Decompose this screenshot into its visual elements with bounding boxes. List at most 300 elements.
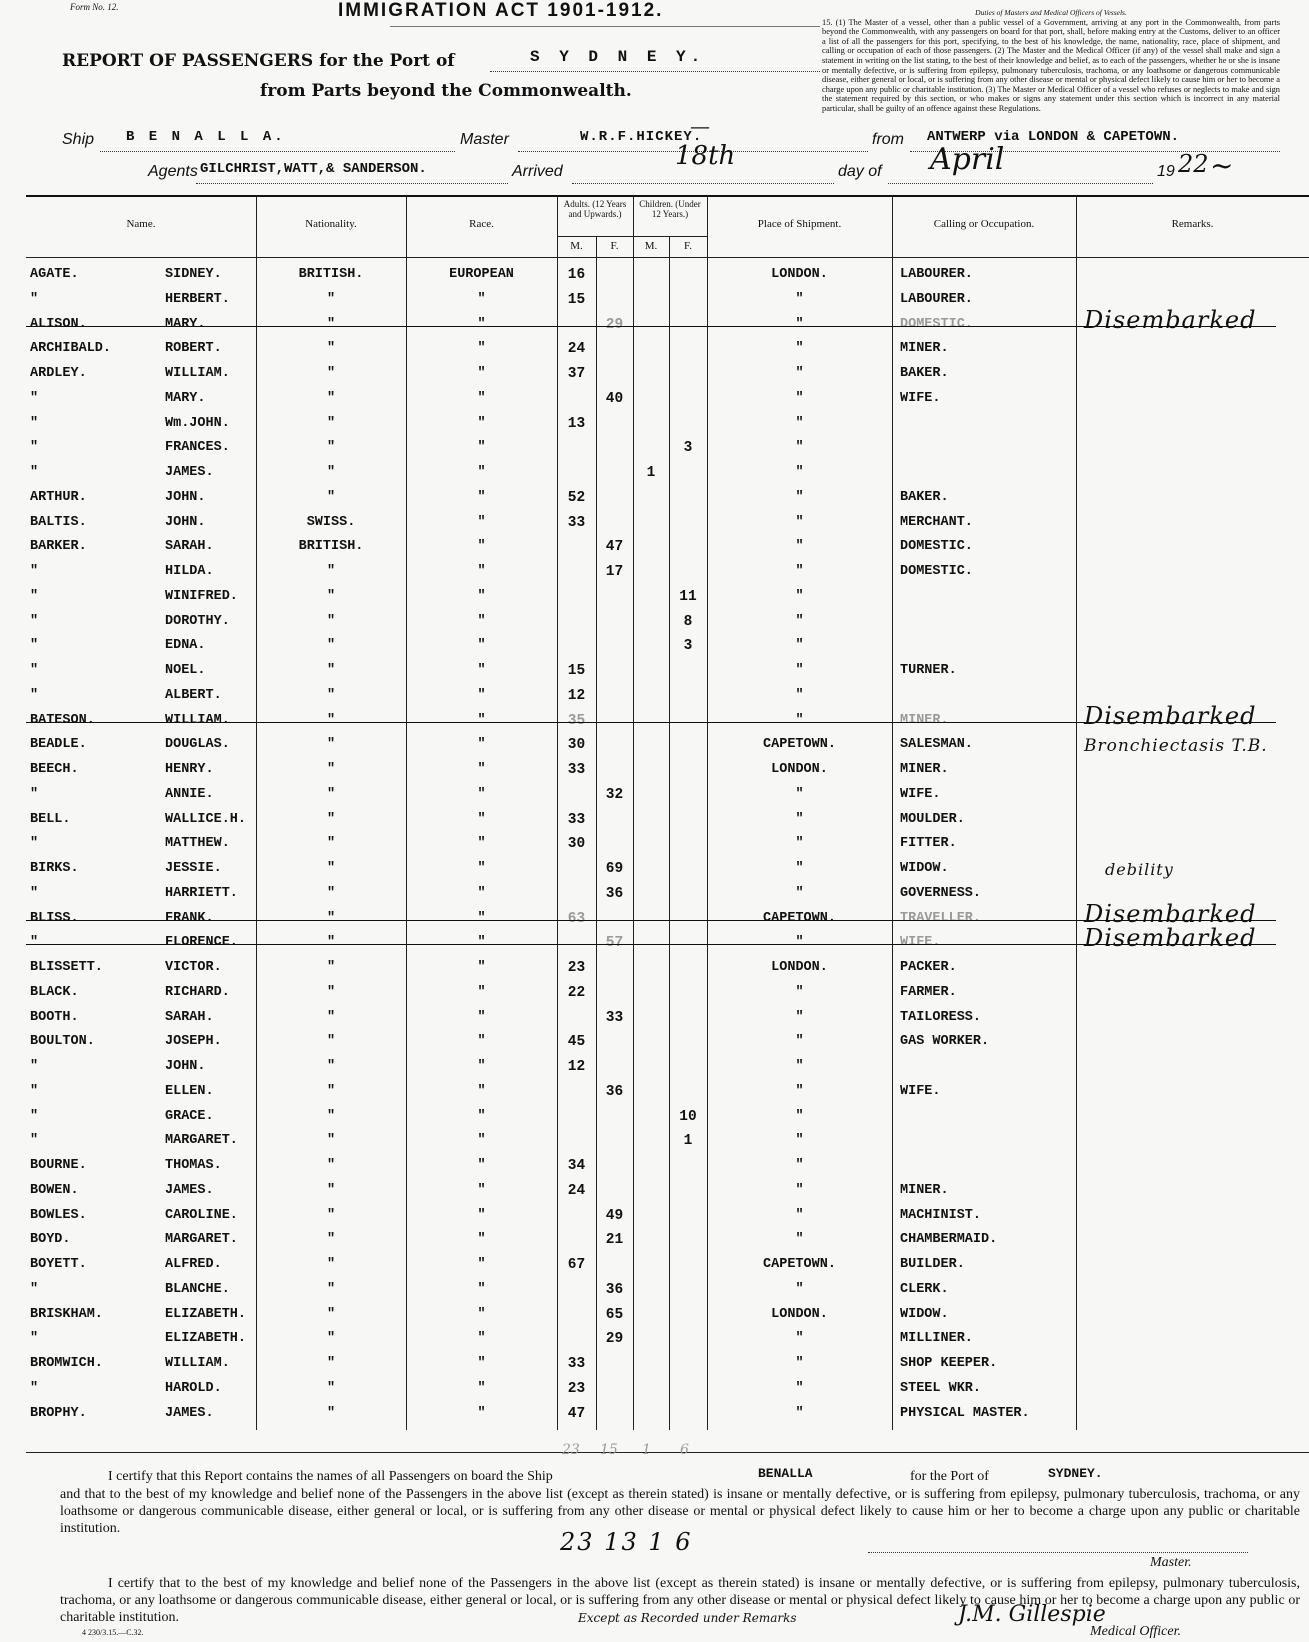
passenger-given-name: ANNIE. — [165, 786, 214, 802]
passenger-race: " — [477, 762, 486, 777]
passenger-race: " — [477, 663, 486, 678]
passenger-given-name: WILLIAM. — [165, 1356, 230, 1371]
passenger-place-of-shipment: " — [795, 613, 804, 629]
passenger-child-male: 1 — [646, 465, 656, 481]
passenger-adult-female: 65 — [605, 1306, 624, 1323]
passenger-place-of-shipment: " — [795, 1182, 804, 1198]
passenger-surname: BOYETT. — [30, 1257, 87, 1272]
passenger-given-name: ROBERT. — [165, 341, 222, 357]
report-port-line — [490, 71, 820, 72]
passenger-place-of-shipment: " — [795, 1083, 804, 1099]
master-signature-label: Master. — [1150, 1555, 1192, 1570]
total-child-m: 1 — [642, 1442, 651, 1458]
passenger-surname: BELL. — [30, 811, 71, 827]
title-rule — [390, 26, 820, 27]
passenger-adult-male: 67 — [567, 1257, 586, 1273]
passenger-surname: " — [30, 885, 39, 901]
passenger-nationality: " — [326, 811, 336, 827]
passenger-race: " — [477, 1158, 486, 1173]
passenger-child-female: 8 — [683, 613, 693, 630]
passenger-given-name: EDNA. — [165, 638, 206, 654]
passenger-given-name: NOEL. — [165, 663, 206, 678]
passenger-given-name: FLORENCE. — [165, 935, 238, 951]
col-header-occupation: Calling or Occupation. — [933, 218, 1035, 230]
passenger-occupation: MACHINIST. — [900, 1207, 982, 1223]
col-header-race: Race. — [469, 218, 494, 230]
passenger-nationality: " — [326, 564, 336, 579]
passenger-surname: ARTHUR. — [30, 489, 87, 505]
passenger-given-name: JOHN. — [165, 514, 206, 530]
regulations-text: 15. (1) The Master of a vessel, other than a public vessel of a Government, arriving at any port in the Commonwealth, from parts beyond the Commonwealth, with any passengers on board for that port, shall, before making entry at the Customs, deliver to an officer a list of all the passengers for this port, specifying, to the best of his knowledge, the name, nationality, race, place of shipment, and calling or occupation of each of those passengers. (2) The Master and the Medical Officer (if any) of the vessel shall make and sign a statement in writing on the list stating, to the best of their knowledge and belief, as to each of the passengers, whether he or she is insane or mentally defective, or is suffering from epilepsy, pulmonary tuberculosis, trachoma, or any loathsome or dangerous communicable disease, either general or local, or is suffering from any other disease or mental or physical defect likely to cause him or her to become a charge upon any public or charitable institution. (3) The Master or Medical Officer of a vessel who refuses or neglects to make and sign the statement required by this section, or who makes or signs any statement under this section which is incorrect in any material particular, shall be guilty of an offence against these Regulations. — [822, 17, 1280, 113]
master-scribble: — — [690, 114, 710, 138]
passenger-nationality: " — [326, 291, 336, 307]
passenger-adult-female: 17 — [605, 564, 624, 580]
passenger-surname: BOULTON. — [30, 1034, 95, 1050]
col-header-adults: Adults. (12 Years and Upwards.) — [563, 199, 627, 219]
passenger-nationality: " — [326, 1083, 336, 1099]
passenger-adult-male: 15 — [567, 663, 586, 679]
passenger-surname: BOWLES. — [30, 1207, 87, 1223]
passenger-given-name: WILLIAM. — [165, 712, 230, 728]
passenger-race: " — [477, 712, 486, 728]
passenger-adult-female: 29 — [605, 316, 624, 333]
passenger-race: " — [477, 687, 486, 703]
passenger-occupation: PHYSICAL MASTER. — [900, 1405, 1030, 1421]
passenger-race: " — [477, 984, 486, 1000]
passenger-nationality: " — [326, 1182, 336, 1198]
passenger-nationality: " — [326, 489, 336, 505]
passenger-adult-male: 13 — [567, 415, 586, 432]
passenger-adult-male: 33 — [567, 1356, 586, 1372]
passenger-occupation: TAILORESS. — [900, 1009, 982, 1025]
passenger-given-name: RICHARD. — [165, 984, 230, 1000]
passenger-given-name: SIDNEY. — [165, 267, 222, 282]
passenger-race: " — [477, 1356, 486, 1371]
passenger-place-of-shipment: " — [795, 1356, 804, 1371]
passenger-race: " — [477, 1034, 486, 1050]
passenger-place-of-shipment: " — [795, 1232, 804, 1248]
passenger-surname: " — [30, 291, 39, 307]
passenger-surname: " — [30, 1331, 39, 1347]
table-top-rule — [26, 195, 1309, 197]
day-of-label: day of — [838, 163, 882, 180]
passenger-occupation: LABOURER. — [900, 267, 973, 282]
master-signature-line — [868, 1552, 1248, 1553]
passenger-surname: BARKER. — [30, 539, 87, 555]
passenger-place-of-shipment: " — [795, 885, 804, 901]
passenger-occupation: SALESMAN. — [900, 737, 973, 753]
passenger-surname: BOWEN. — [30, 1182, 79, 1198]
passenger-given-name: JAMES. — [165, 465, 214, 480]
passenger-given-name: BLANCHE. — [165, 1281, 230, 1297]
passenger-given-name: DOUGLAS. — [165, 737, 230, 753]
passenger-occupation: SHOP KEEPER. — [900, 1356, 998, 1371]
passenger-race: " — [477, 390, 486, 406]
passenger-adult-female: 47 — [605, 539, 624, 556]
passenger-race: " — [477, 885, 486, 901]
passenger-place-of-shipment: " — [795, 1059, 804, 1074]
handwritten-totals: 23 13 1 6 — [560, 1528, 693, 1556]
passenger-adult-male: 45 — [567, 1034, 586, 1051]
passenger-place-of-shipment: " — [795, 786, 804, 802]
col-header-shipment: Place of Shipment. — [757, 218, 842, 230]
passenger-place-of-shipment: " — [795, 440, 804, 456]
passenger-place-of-shipment: " — [795, 1133, 804, 1149]
arrived-label: Arrived — [512, 163, 563, 180]
passenger-surname: BLISSETT. — [30, 960, 103, 975]
arrived-month: April — [930, 142, 1005, 177]
passenger-remark: debility — [1105, 860, 1174, 879]
passenger-given-name: JOHN. — [165, 1059, 206, 1074]
passenger-place-of-shipment: " — [795, 811, 804, 827]
passenger-adult-male: 63 — [567, 910, 586, 927]
passenger-given-name: CAROLINE. — [165, 1207, 238, 1223]
agents-line — [196, 183, 508, 184]
passenger-child-female: 1 — [683, 1133, 693, 1150]
passenger-surname: BLISS. — [30, 910, 79, 926]
passenger-place-of-shipment: LONDON. — [771, 267, 828, 282]
passenger-adult-female: 36 — [605, 885, 624, 902]
passenger-race: " — [477, 1281, 486, 1297]
passenger-place-of-shipment: " — [795, 316, 804, 332]
passenger-occupation: WIFE. — [900, 1083, 941, 1099]
passenger-race: " — [477, 935, 486, 951]
passenger-given-name: THOMAS. — [165, 1158, 222, 1173]
passenger-occupation: MINER. — [900, 341, 949, 357]
passenger-occupation: WIFE. — [900, 390, 941, 406]
master-cert-intro: I certify that this Report contains the names of all Passengers on board the Ship — [108, 1469, 553, 1484]
col-header-remarks: Remarks. — [1171, 218, 1214, 230]
passenger-given-name: HENRY. — [165, 762, 214, 777]
passenger-nationality: " — [326, 366, 336, 381]
passenger-place-of-shipment: " — [795, 1405, 804, 1421]
passenger-adult-male: 22 — [567, 984, 586, 1001]
col-header-nationality: Nationality. — [305, 218, 357, 230]
passenger-place-of-shipment: CAPETOWN. — [763, 910, 836, 926]
passenger-occupation: MOULDER. — [900, 811, 965, 827]
passenger-child-female: 3 — [683, 440, 693, 457]
passenger-given-name: JOHN. — [165, 489, 206, 505]
passenger-nationality: " — [326, 1232, 336, 1248]
passenger-nationality: " — [326, 638, 336, 654]
passenger-nationality: " — [326, 1257, 336, 1272]
passenger-nationality: " — [326, 910, 336, 926]
passenger-occupation: WIDOW. — [900, 1306, 949, 1322]
passenger-given-name: JAMES. — [165, 1405, 214, 1421]
passenger-adult-male: 35 — [567, 712, 586, 729]
header-bottom-rule — [26, 257, 1309, 258]
passenger-place-of-shipment: " — [795, 1331, 804, 1347]
passenger-place-of-shipment: " — [795, 1034, 804, 1050]
passenger-given-name: MATTHEW. — [165, 836, 230, 852]
passenger-given-name: WALLICE.H. — [165, 811, 247, 827]
passenger-remark: Disembarked — [1084, 924, 1257, 953]
passenger-race: " — [477, 638, 486, 654]
passenger-given-name: ELLEN. — [165, 1083, 214, 1099]
passenger-nationality: " — [326, 1356, 336, 1371]
passenger-place-of-shipment: " — [795, 415, 804, 431]
passenger-child-female: 10 — [679, 1108, 697, 1125]
passenger-occupation: TRAVELLER. — [900, 910, 982, 926]
passenger-surname: " — [30, 638, 39, 654]
passenger-given-name: DOROTHY. — [165, 613, 230, 629]
col-header-child-m: M. — [644, 240, 658, 252]
passenger-surname: " — [30, 415, 39, 431]
age-subheader-rule — [557, 236, 707, 237]
passenger-race: " — [477, 1405, 486, 1421]
passenger-surname: " — [30, 1380, 39, 1396]
col-divider-adults — [633, 197, 634, 1430]
passenger-nationality: " — [326, 613, 336, 629]
passenger-nationality: " — [326, 1108, 336, 1124]
passenger-surname: " — [30, 935, 39, 951]
passenger-race: " — [477, 1108, 486, 1124]
passenger-surname: AGATE. — [30, 267, 79, 282]
passenger-adult-female: 36 — [605, 1083, 624, 1100]
act-title: IMMIGRATION ACT 1901-1912. — [338, 0, 664, 21]
passenger-race: " — [477, 514, 486, 530]
passenger-place-of-shipment: " — [795, 1108, 804, 1124]
passenger-nationality: BRITISH. — [298, 267, 364, 282]
passenger-nationality: " — [326, 1306, 336, 1322]
passenger-adult-male: 30 — [567, 737, 586, 754]
passenger-nationality: " — [326, 1133, 336, 1149]
passenger-adult-female: 36 — [605, 1281, 624, 1298]
passenger-place-of-shipment: " — [795, 861, 804, 876]
total-child-f: 6 — [680, 1442, 689, 1458]
passenger-remark: Bronchiectasis T.B. — [1084, 736, 1268, 757]
passenger-adult-male: 33 — [567, 811, 586, 828]
passenger-surname: ARCHIBALD. — [30, 341, 112, 357]
passenger-place-of-shipment: " — [795, 588, 804, 604]
passenger-place-of-shipment: " — [795, 291, 804, 307]
passenger-child-female: 3 — [683, 638, 693, 655]
passenger-nationality: " — [326, 1207, 336, 1223]
passenger-place-of-shipment: " — [795, 687, 804, 703]
footer-print-code: 4 230/3.15.—C.32. — [82, 1628, 144, 1637]
passenger-given-name: VICTOR. — [165, 960, 222, 975]
passenger-occupation: DOMESTIC. — [900, 316, 973, 332]
col-divider-adults-mf — [596, 236, 597, 1430]
passenger-race: " — [477, 564, 486, 579]
passenger-race: " — [477, 861, 486, 876]
passenger-given-name: HILDA. — [165, 564, 214, 579]
passenger-occupation: CHAMBERMAID. — [900, 1232, 998, 1248]
passenger-race: " — [477, 366, 486, 381]
passenger-adult-female: 29 — [605, 1331, 624, 1348]
passenger-race: " — [477, 910, 486, 926]
passenger-surname: " — [30, 465, 39, 480]
passenger-race: " — [477, 1133, 486, 1149]
passenger-nationality: " — [326, 390, 336, 406]
passenger-occupation: WIFE. — [900, 935, 941, 951]
passenger-nationality: " — [326, 1034, 336, 1050]
passenger-occupation: CLERK. — [900, 1281, 949, 1297]
passenger-place-of-shipment: LONDON. — [771, 960, 828, 975]
passenger-race: " — [477, 811, 486, 827]
arrived-day: 18th — [675, 141, 736, 171]
passenger-race: " — [477, 1306, 486, 1322]
passenger-given-name: ELIZABETH. — [165, 1331, 247, 1347]
report-port: S Y D N E Y. — [530, 48, 706, 66]
passenger-surname: BEECH. — [30, 762, 79, 777]
passenger-surname: BOOTH. — [30, 1009, 79, 1025]
passenger-place-of-shipment: " — [795, 935, 804, 951]
master-cert-ship: BENALLA — [758, 1466, 813, 1481]
passenger-occupation: MINER. — [900, 712, 949, 728]
passenger-given-name: ALFRED. — [165, 1257, 222, 1272]
passenger-remark: Disembarked — [1084, 701, 1257, 730]
passenger-surname: " — [30, 440, 39, 456]
passenger-place-of-shipment: CAPETOWN. — [763, 1257, 836, 1272]
passenger-race: " — [477, 836, 486, 852]
strike-through-line — [26, 920, 1276, 921]
passenger-adult-female: 57 — [605, 935, 624, 952]
passenger-adult-male: 33 — [567, 514, 586, 531]
passenger-adult-male: 15 — [567, 291, 586, 308]
passenger-nationality: " — [326, 588, 336, 604]
master-cert-port-label: for the Port of — [910, 1469, 989, 1484]
passenger-race: " — [477, 1331, 486, 1347]
passenger-nationality: " — [326, 762, 336, 777]
passenger-surname: " — [30, 1108, 39, 1124]
passenger-given-name: MARGARET. — [165, 1133, 238, 1149]
passenger-race: " — [477, 341, 486, 357]
passenger-adult-male: 33 — [567, 762, 586, 778]
col-header-children: Children. (Under 12 Years.) — [639, 199, 701, 219]
passenger-occupation: WIFE. — [900, 786, 941, 802]
passenger-race: " — [477, 489, 486, 505]
passenger-place-of-shipment: " — [795, 1009, 804, 1025]
passenger-occupation: BAKER. — [900, 366, 949, 381]
passenger-adult-male: 34 — [567, 1158, 586, 1174]
passenger-surname: " — [30, 786, 39, 802]
passenger-remark: Disembarked — [1084, 899, 1257, 928]
passenger-given-name: WINIFRED. — [165, 588, 238, 604]
passenger-surname: BOURNE. — [30, 1158, 87, 1173]
passenger-race: " — [477, 960, 486, 975]
passenger-adult-female: 49 — [605, 1207, 624, 1224]
col-header-adult-f: F. — [610, 240, 619, 252]
passenger-occupation: FARMER. — [900, 984, 957, 1000]
passenger-occupation: BAKER. — [900, 489, 949, 505]
passenger-given-name: Wm.JOHN. — [165, 415, 230, 431]
passenger-race: " — [477, 737, 486, 753]
passenger-place-of-shipment: " — [795, 1207, 804, 1223]
passenger-given-name: HERBERT. — [165, 291, 230, 307]
passenger-adult-female: 40 — [605, 390, 624, 407]
agents-name: GILCHRIST,WATT,& SANDERSON. — [200, 161, 427, 177]
passenger-given-name: SARAH. — [165, 1009, 214, 1025]
year-prefix: 19 — [1157, 163, 1175, 180]
passenger-given-name: ELIZABETH. — [165, 1306, 247, 1322]
passenger-race: EUROPEAN — [449, 267, 514, 282]
passenger-adult-male: 52 — [567, 489, 586, 506]
passenger-occupation: DOMESTIC. — [900, 564, 973, 579]
col-header-name: Name. — [126, 218, 156, 230]
passenger-place-of-shipment: LONDON. — [771, 1306, 828, 1322]
passenger-place-of-shipment: " — [795, 1380, 804, 1396]
passenger-surname: BATESON. — [30, 712, 95, 728]
passenger-adult-male: 23 — [567, 960, 586, 976]
passenger-surname: ARDLEY. — [30, 366, 87, 381]
passenger-race: " — [477, 316, 486, 332]
passenger-occupation: MERCHANT. — [900, 514, 973, 530]
passenger-nationality: " — [326, 1059, 336, 1074]
passenger-place-of-shipment: " — [795, 390, 804, 406]
passenger-surname: " — [30, 564, 39, 579]
passenger-occupation: STEEL WKR. — [900, 1380, 982, 1396]
passenger-place-of-shipment: " — [795, 465, 804, 480]
passenger-nationality: " — [326, 885, 336, 901]
passenger-place-of-shipment: " — [795, 1158, 804, 1173]
passenger-given-name: JESSIE. — [165, 861, 222, 876]
passenger-place-of-shipment: " — [795, 564, 804, 579]
arrived-line — [572, 183, 834, 184]
strike-through-line — [26, 722, 1276, 723]
passenger-surname: BIRKS. — [30, 861, 79, 876]
passenger-place-of-shipment: " — [795, 341, 804, 357]
passenger-occupation: BUILDER. — [900, 1257, 965, 1272]
passenger-surname: " — [30, 1281, 39, 1297]
col-header-adult-m: M. — [570, 240, 583, 252]
ship-label: Ship — [62, 131, 95, 148]
passenger-occupation: MINER. — [900, 1182, 949, 1198]
passenger-nationality: " — [326, 861, 336, 876]
passenger-nationality: " — [326, 1158, 336, 1173]
passenger-adult-male: 12 — [567, 1059, 586, 1075]
passenger-race: " — [477, 291, 486, 307]
passenger-occupation: PACKER. — [900, 960, 957, 975]
passenger-nationality: " — [326, 1281, 336, 1297]
passenger-occupation: DOMESTIC. — [900, 539, 973, 555]
year-suffix: 22 — [1178, 150, 1209, 178]
passenger-given-name: MARY. — [165, 316, 206, 332]
passenger-place-of-shipment: " — [795, 836, 804, 852]
passenger-surname: BROPHY. — [30, 1405, 87, 1421]
passenger-nationality: " — [326, 415, 336, 431]
report-title: REPORT OF PASSENGERS for the Port of — [62, 51, 455, 71]
passenger-nationality: " — [326, 1009, 336, 1025]
passenger-race: " — [477, 1380, 486, 1396]
passenger-nationality: " — [326, 712, 336, 728]
passenger-given-name: JAMES. — [165, 1182, 214, 1198]
passenger-race: " — [477, 1059, 486, 1074]
strike-through-line — [26, 326, 1276, 327]
medical-signature-label: Medical Officer. — [1090, 1624, 1181, 1639]
passenger-surname: BLACK. — [30, 984, 79, 1000]
passenger-race: " — [477, 588, 486, 604]
medical-cert-body: I certify that to the best of my knowledge and belief none of the Passengers in the above list (except as therein stated) is insane or mentally defective, or is suffering from epilepsy, pulmonary tuberculosis, trachoma, or any loathsome or dangerous communicable disease, either general or local, or is suffering from any other disease or mental or physical defect likely to cause him or her to become a charge upon any public or charitable institution. — [60, 1576, 1300, 1625]
passenger-nationality: " — [326, 465, 336, 480]
total-adult-m: 23 — [562, 1442, 580, 1458]
passenger-adult-male: 12 — [567, 687, 586, 704]
passenger-given-name: JOSEPH. — [165, 1034, 222, 1050]
col-header-child-f: F. — [684, 240, 692, 252]
passenger-place-of-shipment: CAPETOWN. — [763, 737, 836, 753]
passenger-adult-male: 24 — [567, 1182, 586, 1199]
passenger-adult-male: 16 — [567, 267, 586, 283]
from-label: from — [872, 131, 904, 148]
passenger-place-of-shipment: LONDON. — [771, 762, 828, 777]
passenger-place-of-shipment: " — [795, 489, 804, 505]
passenger-surname: " — [30, 613, 39, 629]
passenger-surname: " — [30, 687, 39, 703]
passenger-nationality: " — [326, 737, 336, 753]
passenger-race: " — [477, 440, 486, 456]
passenger-surname: " — [30, 1083, 39, 1099]
passenger-nationality: " — [326, 984, 336, 1000]
